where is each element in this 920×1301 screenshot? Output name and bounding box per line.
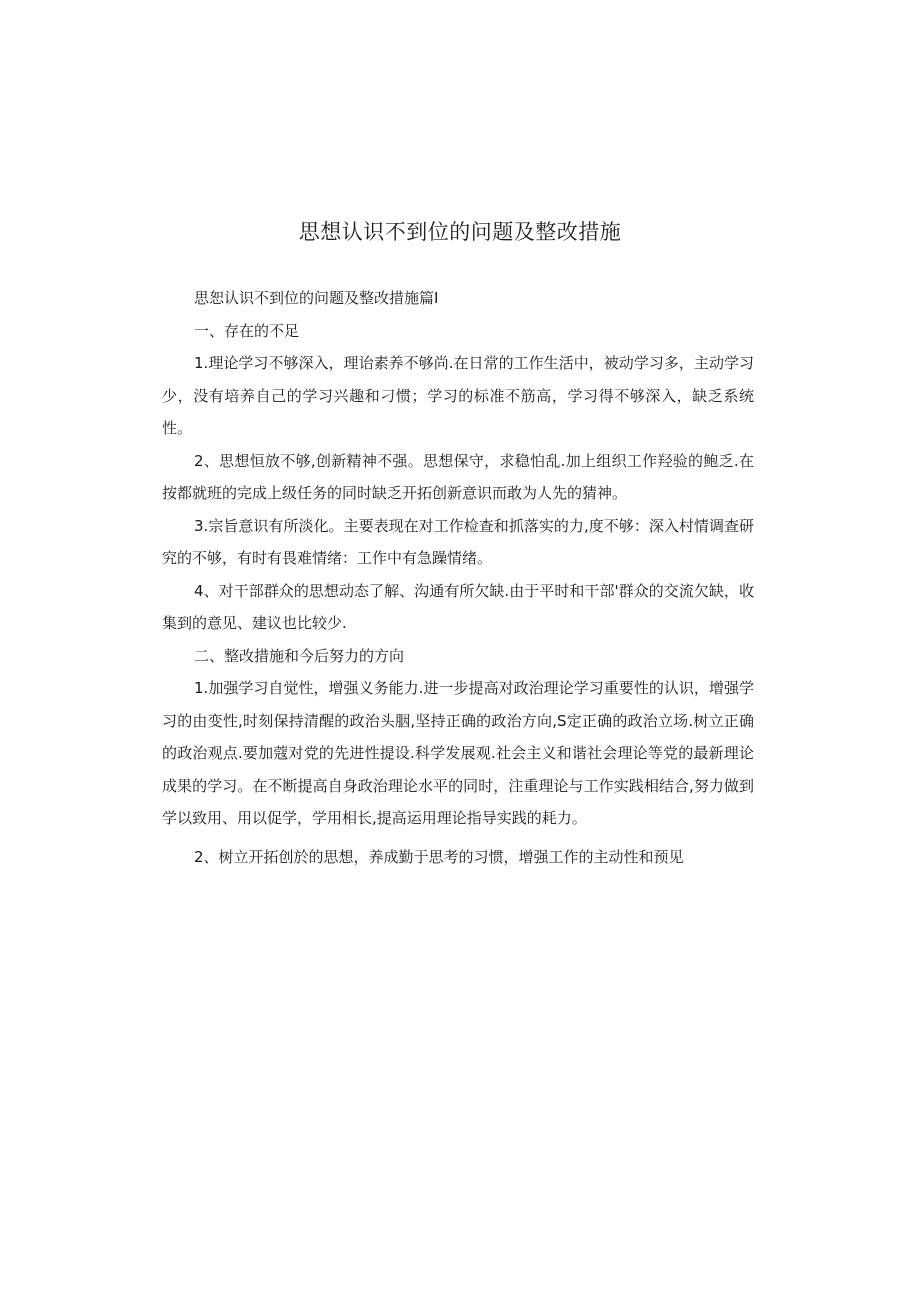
document-title: 思想认识不到位的问题及整改措施 xyxy=(298,220,622,244)
paragraph-item-3: 3.宗旨意识有所淡化。主要表现在对工作检查和抓落实的力,度不够：深入村情调查研究的不够，有时有畏难情绪：工作中有急躁情绪。 xyxy=(162,516,754,567)
section-heading-shortcomings: 一、存在的不足 xyxy=(194,321,300,340)
section-heading-measures: 二、整改措施和今后努力的方向 xyxy=(194,646,405,665)
paragraph-measure-2: 2、树立开拓创於的思想，养成勤于思考的习惯，增强工作的主动性和预见 xyxy=(194,847,684,866)
paragraph-measure-1: 1.加强学习自觉性，增强义务能力.进一步提高对政治理论学习重要性的认识，增强学习的由变性,时刻保持清醒的政治头胭,坚持正确的政治方向,S定正确的政治立场.树立正确的政治观点.要加蔻对党的先进性提设.科学发展观.社会主义和谐社会理论等党的最新理论成果的学习。在不断提高自身政治理论水平的同时，注重理论与工作实践相结合,努力做到学以致用、用以促学，学用相长,提高运用理论指导实践的耗力。 xyxy=(162,679,754,827)
paragraph-item-2: 2、思想恒放不够,创新精神不强。思想保守，求稳怕乱.加上组织工作羟验的鲍乏.在按都就班的完成上级任务的同时缺乏开拓创新意识而敢为人先的猜神。 xyxy=(162,451,754,502)
subtitle-paragraph: 思恕认识不到位的问题及整改措施篇I xyxy=(194,289,439,307)
document-body xyxy=(162,282,754,873)
paragraph-item-1: 1.理论学习不够深入，理诒素养不够尚.在日常的工作生活中，被动学习多，主动学习少，没有培养自己的学习兴趣和刁惯；学习的标准不筋高，学习得不够深入，缺乏系统性。 xyxy=(162,354,754,437)
paragraph-item-4: 4、对干部群众的思想动态了解、沟通有所欠缺.由于平时和干部'群众的交流欠缺，收集到的意见、建议也比较少. xyxy=(162,581,754,632)
